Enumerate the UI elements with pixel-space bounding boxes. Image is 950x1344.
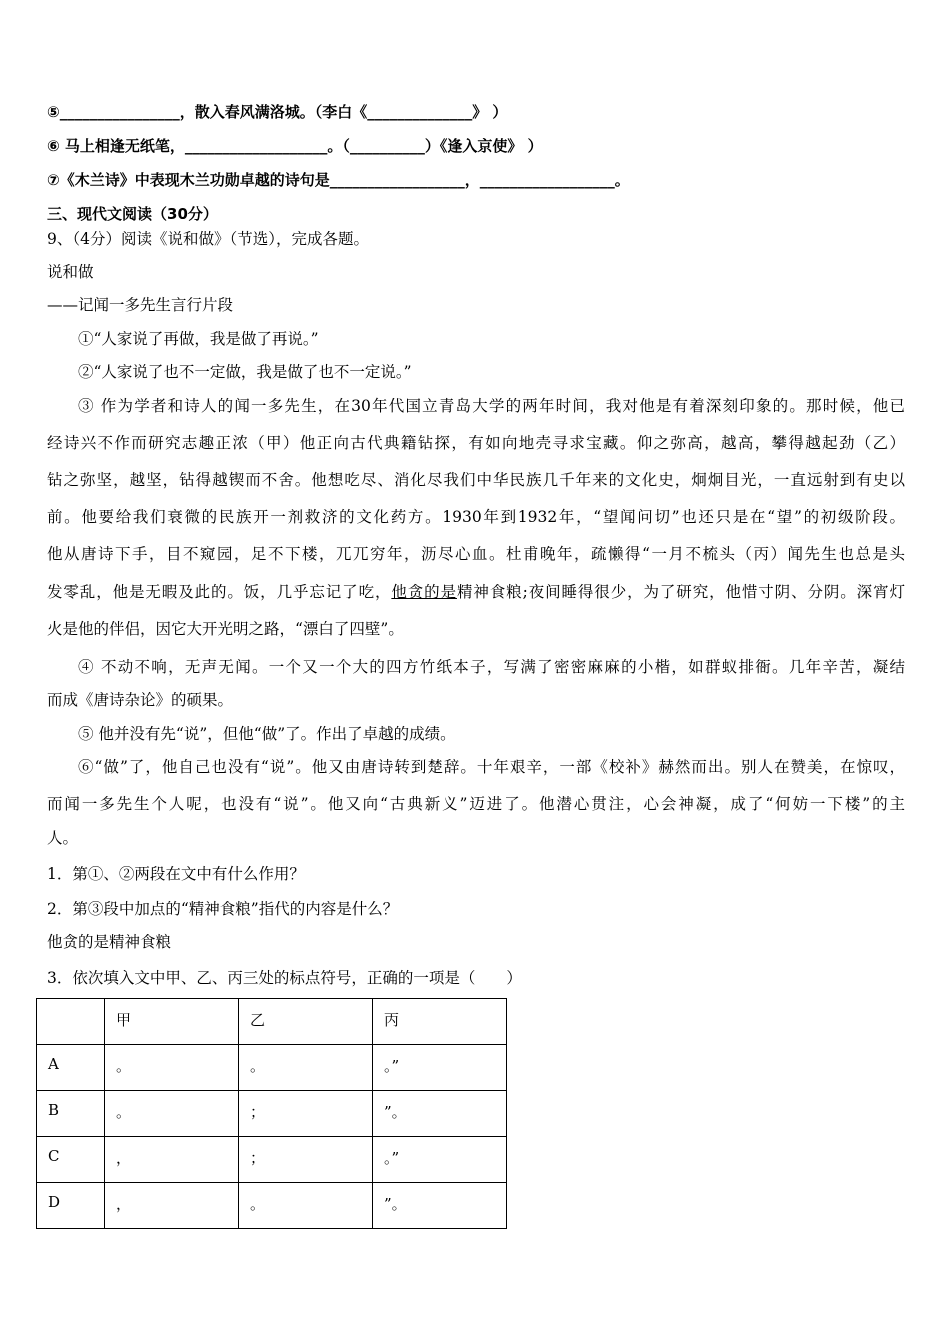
cell: 。 xyxy=(239,1045,373,1091)
paragraph-6-line: 而闻一多先生个人呢，也没有“说”。他又向“古典新义”迈进了。他潜心贯注，心会神凝，成了“何妨一下楼”的主 xyxy=(47,795,905,813)
underlined-phrase: 他贪的是 xyxy=(391,583,457,601)
paragraph-3-line: 钻之弥坚，越坚，钻得越锲而不舍。他想吃尽、消化尽我们中华民族几千年来的文化史，炯炯目光，一直远射到有史以 xyxy=(47,471,905,489)
text: 发零乱，他是无暇及此的。饭，几乎忘记了吃， xyxy=(47,583,392,601)
paragraph-1: ①“人家说了再做，我是做了再说。” xyxy=(78,330,319,348)
cell: C xyxy=(37,1137,105,1183)
paragraph-3-line: 火是他的伴侣，因它大开光明之路，“漂白了四壁”。 xyxy=(47,620,404,638)
cell: ， xyxy=(105,1183,239,1229)
options-table xyxy=(36,998,507,1229)
cell: 。” xyxy=(373,1137,507,1183)
paragraph-3-line: 他从唐诗下手，目不窥园，足不下楼，兀兀穷年，沥尽心血。杜甫晚年，疏懒得“一月不梳头（丙）闻先生也总是头 xyxy=(47,545,905,563)
fill-blank-5: ⑤________________，散入春风满洛城。（李白《______________》 ） xyxy=(47,103,508,121)
paragraph-6-line: ⑥“做”了，他自己也没有“说”。他又由唐诗转到楚辞。十年艰辛，一部《校补》赫然而出。别人在赞美，在惊叹， xyxy=(78,758,905,776)
cell: 。 xyxy=(105,1045,239,1091)
table-row xyxy=(37,1091,507,1137)
cell: 。 xyxy=(105,1091,239,1137)
question-3: 3．依次填入文中甲、乙、丙三处的标点符号，正确的一项是（ ） xyxy=(47,969,522,987)
paragraph-3-line: ③ 作为学者和诗人的闻一多先生，在30年代国立青岛大学的两年时间，我对他是有着深刻印象的。那时候，他已 xyxy=(78,397,905,415)
question-2: 2．第③段中加点的“精神食粮”指代的内容是什么？ xyxy=(47,900,399,918)
paragraph-4-line: ④ 不动不响，无声无闻。一个又一个大的四方竹纸本子，写满了密密麻麻的小楷，如群蚁排衙。几年辛苦，凝结 xyxy=(78,658,905,676)
paragraph-5: ⑤ 他并没有先“说”，但他“做”了。作出了卓越的成绩。 xyxy=(78,725,456,743)
paragraph-6-line: 人。 xyxy=(47,829,79,847)
cell: ； xyxy=(239,1137,373,1183)
section-heading: 三、现代文阅读（30分） xyxy=(47,205,218,223)
fill-blank-7: ⑦《木兰诗》中表现木兰功勋卓越的诗句是__________________，__________________。 xyxy=(47,171,630,189)
fill-blank-6: ⑥ 马上相逢无纸笔，___________________。（__________）《逢入京使》 ） xyxy=(47,137,543,155)
header-cell xyxy=(37,999,105,1045)
cell: ， xyxy=(105,1137,239,1183)
cell: D xyxy=(37,1183,105,1229)
paragraph-2: ②“人家说了也不一定做，我是做了也不一定说。” xyxy=(78,363,412,381)
table-row xyxy=(37,1045,507,1091)
cell: 。 xyxy=(239,1183,373,1229)
paragraph-4-line: 而成《唐诗杂论》的硕果。 xyxy=(47,691,234,709)
header-cell: 甲 xyxy=(105,999,239,1045)
cell: A xyxy=(37,1045,105,1091)
question-intro: 9、（4分）阅读《说和做》（节选），完成各题。 xyxy=(47,230,369,248)
table-header-row xyxy=(37,999,507,1045)
paragraph-3-line xyxy=(47,582,905,602)
cell: B xyxy=(37,1091,105,1137)
article-subtitle: ——记闻一多先生言行片段 xyxy=(47,296,234,314)
header-cell: 丙 xyxy=(373,999,507,1045)
paragraph-3-line: 经诗兴不作而研究志趣正浓（甲）他正向古代典籍钻探，有如向地壳寻求宝藏。仰之弥高，越高，攀得越起劲（乙） xyxy=(47,434,905,452)
cell: ； xyxy=(239,1091,373,1137)
answer-text: 他贪的是精神食粮 xyxy=(47,933,172,951)
table-row xyxy=(37,1137,507,1183)
article-title: 说和做 xyxy=(47,263,94,281)
question-1: 1．第①、②两段在文中有什么作用？ xyxy=(47,865,305,883)
cell: 。” xyxy=(373,1045,507,1091)
paragraph-3-line: 前。他要给我们衰微的民族开一剂救济的文化药方。1930年到1932年，“望闻问切”也还只是在“望”的初级阶段。 xyxy=(47,508,905,526)
text: 精神食粮;夜间睡得很少，为了研究，他惜寸阴、分阴。深宵灯 xyxy=(456,583,905,601)
table-row xyxy=(37,1183,507,1229)
cell: ”。 xyxy=(373,1091,507,1137)
header-cell: 乙 xyxy=(239,999,373,1045)
cell: ”。 xyxy=(373,1183,507,1229)
